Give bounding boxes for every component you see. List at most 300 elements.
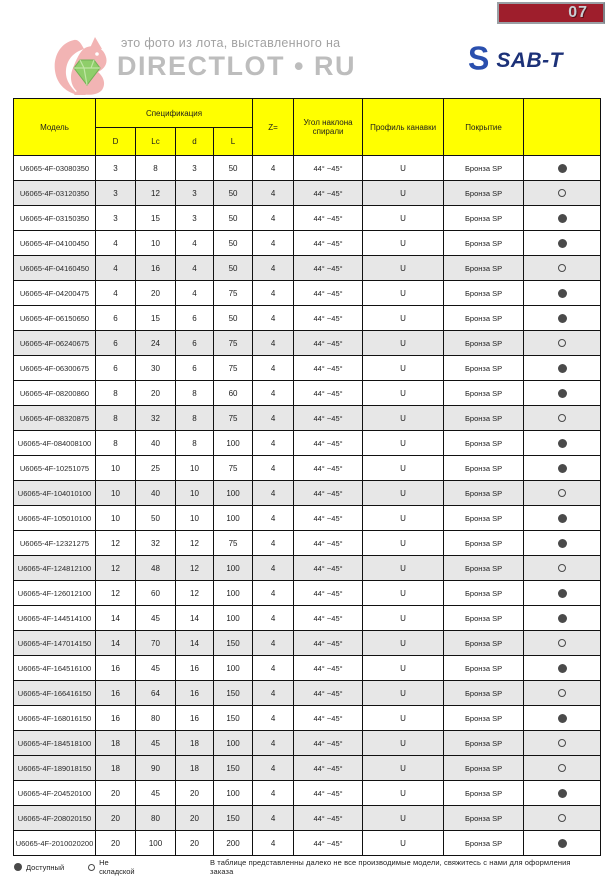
cell-model: U6065-4F-06300675 <box>14 356 96 381</box>
availability-dot-icon <box>558 614 567 623</box>
cell-d: 10 <box>96 481 136 506</box>
cell-lc: 20 <box>136 381 176 406</box>
cell-model: U6065-4F-104010100 <box>14 481 96 506</box>
cell-d-small: 16 <box>176 681 214 706</box>
cell-z: 4 <box>253 781 294 806</box>
cell-l: 100 <box>214 556 253 581</box>
cell-d-small: 20 <box>176 806 214 831</box>
cell-d-small: 14 <box>176 606 214 631</box>
cell-coating: Бронза SP <box>444 356 524 381</box>
cell-model: U6065-4F-12321275 <box>14 531 96 556</box>
table-row <box>14 406 601 431</box>
cell-model: U6065-4F-10251075 <box>14 456 96 481</box>
squirrel-logo-icon <box>50 33 114 97</box>
table-row <box>14 206 601 231</box>
cell-availability <box>524 281 601 306</box>
cell-flute-profile: U <box>363 456 444 481</box>
cell-flute-profile: U <box>363 556 444 581</box>
availability-dot-icon <box>558 314 567 323</box>
table-row <box>14 356 601 381</box>
cell-coating: Бронза SP <box>444 806 524 831</box>
cell-z: 4 <box>253 431 294 456</box>
cell-availability <box>524 406 601 431</box>
cell-d-small: 4 <box>176 281 214 306</box>
header-model: Модель <box>14 99 96 156</box>
cell-coating: Бронза SP <box>444 706 524 731</box>
header-l: L <box>214 128 253 156</box>
cell-l: 150 <box>214 681 253 706</box>
cell-d: 14 <box>96 631 136 656</box>
cell-z: 4 <box>253 456 294 481</box>
header-availability <box>524 99 601 156</box>
cell-flute-profile: U <box>363 406 444 431</box>
cell-l: 50 <box>214 181 253 206</box>
cell-d-small: 6 <box>176 356 214 381</box>
cell-l: 100 <box>214 656 253 681</box>
cell-model: U6065-4F-204520100 <box>14 781 96 806</box>
cell-model: U6065-4F-03150350 <box>14 206 96 231</box>
watermark-site-logo: DIRECTLOT • RU <box>117 51 356 81</box>
cell-flute-profile: U <box>363 806 444 831</box>
cell-flute-profile: U <box>363 656 444 681</box>
cell-z: 4 <box>253 256 294 281</box>
cell-helix-angle: 44° ~45° <box>294 631 363 656</box>
cell-coating: Бронза SP <box>444 631 524 656</box>
cell-lc: 48 <box>136 556 176 581</box>
cell-l: 100 <box>214 606 253 631</box>
table-row <box>14 481 601 506</box>
cell-d: 4 <box>96 256 136 281</box>
spec-table <box>13 98 601 856</box>
page-number-banner <box>497 2 605 24</box>
cell-availability <box>524 331 601 356</box>
cell-z: 4 <box>253 331 294 356</box>
cell-availability <box>524 781 601 806</box>
cell-helix-angle: 44° ~45° <box>294 706 363 731</box>
legend-available-label: Доступный <box>26 862 65 872</box>
cell-z: 4 <box>253 481 294 506</box>
cell-l: 75 <box>214 406 253 431</box>
cell-flute-profile: U <box>363 381 444 406</box>
cell-d-small: 10 <box>176 481 214 506</box>
cell-d-small: 12 <box>176 531 214 556</box>
cell-d: 8 <box>96 431 136 456</box>
cell-availability <box>524 231 601 256</box>
cell-coating: Бронза SP <box>444 256 524 281</box>
header-lc: Lc <box>136 128 176 156</box>
cell-helix-angle: 44° ~45° <box>294 681 363 706</box>
cell-d-small: 3 <box>176 156 214 181</box>
table-row <box>14 181 601 206</box>
table-row <box>14 156 601 181</box>
cell-flute-profile: U <box>363 606 444 631</box>
cell-helix-angle: 44° ~45° <box>294 731 363 756</box>
cell-l: 75 <box>214 356 253 381</box>
cell-l: 75 <box>214 456 253 481</box>
cell-d: 3 <box>96 181 136 206</box>
cell-l: 50 <box>214 306 253 331</box>
availability-dot-icon <box>558 439 567 448</box>
cell-model: U6065-4F-08320875 <box>14 406 96 431</box>
cell-lc: 8 <box>136 156 176 181</box>
table-row <box>14 306 601 331</box>
cell-d: 6 <box>96 356 136 381</box>
table-row <box>14 681 601 706</box>
brand-name: SAB-T <box>496 49 564 72</box>
cell-helix-angle: 44° ~45° <box>294 181 363 206</box>
cell-d-small: 6 <box>176 331 214 356</box>
table-row <box>14 531 601 556</box>
cell-helix-angle: 44° ~45° <box>294 581 363 606</box>
filled-dot-icon <box>14 863 22 871</box>
cell-z: 4 <box>253 406 294 431</box>
cell-flute-profile: U <box>363 581 444 606</box>
spec-table-container <box>13 98 601 856</box>
cell-lc: 25 <box>136 456 176 481</box>
cell-flute-profile: U <box>363 356 444 381</box>
header-flute-profile: Профиль канавки <box>363 99 444 156</box>
cell-lc: 90 <box>136 756 176 781</box>
cell-helix-angle: 44° ~45° <box>294 381 363 406</box>
cell-lc: 15 <box>136 306 176 331</box>
availability-dot-icon <box>558 789 567 798</box>
cell-flute-profile: U <box>363 731 444 756</box>
cell-availability <box>524 181 601 206</box>
cell-helix-angle: 44° ~45° <box>294 156 363 181</box>
cell-coating: Бронза SP <box>444 306 524 331</box>
availability-dot-icon <box>558 814 566 822</box>
cell-lc: 60 <box>136 581 176 606</box>
sab-t-s-icon: S <box>468 39 490 77</box>
cell-coating: Бронза SP <box>444 606 524 631</box>
cell-coating: Бронза SP <box>444 381 524 406</box>
cell-helix-angle: 44° ~45° <box>294 606 363 631</box>
cell-flute-profile: U <box>363 231 444 256</box>
cell-d: 4 <box>96 281 136 306</box>
cell-lc: 50 <box>136 506 176 531</box>
cell-l: 75 <box>214 281 253 306</box>
cell-helix-angle: 44° ~45° <box>294 781 363 806</box>
cell-availability <box>524 681 601 706</box>
cell-d-small: 20 <box>176 831 214 856</box>
cell-availability <box>524 456 601 481</box>
legend-available <box>14 863 64 872</box>
cell-d-small: 8 <box>176 431 214 456</box>
cell-lc: 12 <box>136 181 176 206</box>
cell-d: 20 <box>96 831 136 856</box>
cell-coating: Бронза SP <box>444 681 524 706</box>
header-z: Z= <box>253 99 294 156</box>
cell-z: 4 <box>253 556 294 581</box>
cell-flute-profile: U <box>363 781 444 806</box>
legend <box>14 858 594 876</box>
cell-helix-angle: 44° ~45° <box>294 306 363 331</box>
availability-dot-icon <box>558 389 567 398</box>
availability-dot-icon <box>558 164 567 173</box>
cell-flute-profile: U <box>363 531 444 556</box>
cell-d-small: 12 <box>176 556 214 581</box>
cell-z: 4 <box>253 681 294 706</box>
cell-z: 4 <box>253 656 294 681</box>
cell-d-small: 10 <box>176 506 214 531</box>
cell-l: 150 <box>214 631 253 656</box>
availability-dot-icon <box>558 739 566 747</box>
cell-d: 3 <box>96 156 136 181</box>
cell-l: 50 <box>214 231 253 256</box>
availability-dot-icon <box>558 464 567 473</box>
cell-coating: Бронза SP <box>444 331 524 356</box>
cell-lc: 16 <box>136 256 176 281</box>
cell-flute-profile: U <box>363 681 444 706</box>
cell-l: 75 <box>214 531 253 556</box>
cell-coating: Бронза SP <box>444 456 524 481</box>
cell-d-small: 12 <box>176 581 214 606</box>
cell-availability <box>524 731 601 756</box>
cell-l: 100 <box>214 431 253 456</box>
cell-lc: 15 <box>136 206 176 231</box>
cell-availability <box>524 206 601 231</box>
cell-flute-profile: U <box>363 431 444 456</box>
cell-l: 100 <box>214 731 253 756</box>
cell-lc: 45 <box>136 606 176 631</box>
cell-helix-angle: 44° ~45° <box>294 256 363 281</box>
cell-helix-angle: 44° ~45° <box>294 831 363 856</box>
cell-l: 75 <box>214 331 253 356</box>
hollow-dot-icon <box>88 864 95 871</box>
cell-l: 100 <box>214 581 253 606</box>
cell-helix-angle: 44° ~45° <box>294 356 363 381</box>
cell-coating: Бронза SP <box>444 756 524 781</box>
cell-lc: 24 <box>136 331 176 356</box>
cell-availability <box>524 581 601 606</box>
cell-d-small: 18 <box>176 731 214 756</box>
cell-z: 4 <box>253 581 294 606</box>
cell-flute-profile: U <box>363 206 444 231</box>
cell-coating: Бронза SP <box>444 731 524 756</box>
cell-availability <box>524 806 601 831</box>
cell-l: 50 <box>214 156 253 181</box>
cell-d: 20 <box>96 781 136 806</box>
cell-d: 8 <box>96 381 136 406</box>
cell-l: 200 <box>214 831 253 856</box>
availability-dot-icon <box>558 764 566 772</box>
cell-d-small: 8 <box>176 406 214 431</box>
cell-d-small: 10 <box>176 456 214 481</box>
cell-model: U6065-4F-164516100 <box>14 656 96 681</box>
cell-d: 20 <box>96 806 136 831</box>
cell-d-small: 3 <box>176 206 214 231</box>
cell-coating: Бронза SP <box>444 406 524 431</box>
cell-model: U6065-4F-144514100 <box>14 606 96 631</box>
table-row <box>14 731 601 756</box>
cell-lc: 30 <box>136 356 176 381</box>
cell-d: 3 <box>96 206 136 231</box>
cell-availability <box>524 256 601 281</box>
availability-dot-icon <box>558 414 566 422</box>
cell-l: 150 <box>214 706 253 731</box>
availability-dot-icon <box>558 839 567 848</box>
availability-dot-icon <box>558 639 566 647</box>
cell-availability <box>524 706 601 731</box>
cell-model: U6065-4F-06240675 <box>14 331 96 356</box>
cell-d: 12 <box>96 581 136 606</box>
table-row <box>14 631 601 656</box>
cell-availability <box>524 481 601 506</box>
cell-coating: Бронза SP <box>444 531 524 556</box>
cell-flute-profile: U <box>363 306 444 331</box>
cell-d-small: 16 <box>176 706 214 731</box>
cell-d: 16 <box>96 706 136 731</box>
cell-flute-profile: U <box>363 756 444 781</box>
cell-l: 100 <box>214 481 253 506</box>
cell-z: 4 <box>253 356 294 381</box>
cell-lc: 100 <box>136 831 176 856</box>
cell-lc: 70 <box>136 631 176 656</box>
table-row <box>14 581 601 606</box>
cell-model: U6065-4F-208020150 <box>14 806 96 831</box>
cell-helix-angle: 44° ~45° <box>294 406 363 431</box>
cell-l: 50 <box>214 256 253 281</box>
cell-coating: Бронза SP <box>444 831 524 856</box>
table-row <box>14 281 601 306</box>
table-row <box>14 831 601 856</box>
brand-logo <box>468 39 564 77</box>
cell-z: 4 <box>253 806 294 831</box>
cell-z: 4 <box>253 531 294 556</box>
table-row <box>14 756 601 781</box>
cell-d: 18 <box>96 731 136 756</box>
cell-d: 6 <box>96 331 136 356</box>
cell-flute-profile: U <box>363 631 444 656</box>
cell-lc: 80 <box>136 706 176 731</box>
cell-helix-angle: 44° ~45° <box>294 231 363 256</box>
cell-helix-angle: 44° ~45° <box>294 756 363 781</box>
table-row <box>14 706 601 731</box>
cell-d-small: 3 <box>176 181 214 206</box>
cell-availability <box>524 381 601 406</box>
page-number: 07 <box>568 4 588 21</box>
cell-coating: Бронза SP <box>444 181 524 206</box>
header-specification-group: Спецификация <box>96 99 253 128</box>
cell-d: 12 <box>96 556 136 581</box>
cell-availability <box>524 631 601 656</box>
cell-coating: Бронза SP <box>444 431 524 456</box>
cell-helix-angle: 44° ~45° <box>294 331 363 356</box>
cell-coating: Бронза SP <box>444 656 524 681</box>
cell-lc: 32 <box>136 406 176 431</box>
cell-model: U6065-4F-147014150 <box>14 631 96 656</box>
cell-helix-angle: 44° ~45° <box>294 456 363 481</box>
cell-helix-angle: 44° ~45° <box>294 206 363 231</box>
table-row <box>14 331 601 356</box>
cell-model: U6065-4F-03120350 <box>14 181 96 206</box>
table-row <box>14 556 601 581</box>
table-row <box>14 806 601 831</box>
cell-flute-profile: U <box>363 256 444 281</box>
cell-helix-angle: 44° ~45° <box>294 431 363 456</box>
table-row <box>14 431 601 456</box>
cell-availability <box>524 506 601 531</box>
spec-table-body <box>14 156 601 856</box>
cell-availability <box>524 606 601 631</box>
cell-availability <box>524 356 601 381</box>
cell-l: 150 <box>214 806 253 831</box>
cell-availability <box>524 156 601 181</box>
cell-z: 4 <box>253 731 294 756</box>
availability-dot-icon <box>558 489 566 497</box>
cell-helix-angle: 44° ~45° <box>294 656 363 681</box>
header-d-small: d <box>176 128 214 156</box>
availability-dot-icon <box>558 689 566 697</box>
cell-d: 12 <box>96 531 136 556</box>
cell-d: 4 <box>96 231 136 256</box>
legend-note: В таблице представленны далеко не все производимые модели, свяжитесь с нами для оформления заказа <box>210 858 571 876</box>
cell-coating: Бронза SP <box>444 556 524 581</box>
cell-lc: 64 <box>136 681 176 706</box>
cell-coating: Бронза SP <box>444 481 524 506</box>
cell-z: 4 <box>253 281 294 306</box>
cell-l: 150 <box>214 756 253 781</box>
cell-model: U6065-4F-126012100 <box>14 581 96 606</box>
cell-d-small: 6 <box>176 306 214 331</box>
cell-model: U6065-4F-124812100 <box>14 556 96 581</box>
cell-model: U6065-4F-08200860 <box>14 381 96 406</box>
availability-dot-icon <box>558 714 567 723</box>
cell-coating: Бронза SP <box>444 156 524 181</box>
cell-lc: 80 <box>136 806 176 831</box>
cell-model: U6065-4F-04160450 <box>14 256 96 281</box>
cell-model: U6065-4F-06150650 <box>14 306 96 331</box>
cell-model: U6065-4F-168016150 <box>14 706 96 731</box>
cell-d-small: 18 <box>176 756 214 781</box>
availability-dot-icon <box>558 514 567 523</box>
cell-z: 4 <box>253 756 294 781</box>
cell-d: 10 <box>96 506 136 531</box>
table-row <box>14 656 601 681</box>
cell-coating: Бронза SP <box>444 231 524 256</box>
cell-lc: 32 <box>136 531 176 556</box>
cell-coating: Бронза SP <box>444 581 524 606</box>
cell-model: U6065-4F-084008100 <box>14 431 96 456</box>
header-helix-angle: Угол наклона спирали <box>294 99 363 156</box>
availability-dot-icon <box>558 589 567 598</box>
cell-model: U6065-4F-03080350 <box>14 156 96 181</box>
cell-d: 16 <box>96 656 136 681</box>
watermark-tagline: это фото из лота, выставленного на <box>121 36 341 50</box>
availability-dot-icon <box>558 564 566 572</box>
cell-z: 4 <box>253 206 294 231</box>
table-row <box>14 606 601 631</box>
cell-model: U6065-4F-105010100 <box>14 506 96 531</box>
cell-l: 60 <box>214 381 253 406</box>
cell-z: 4 <box>253 381 294 406</box>
cell-z: 4 <box>253 181 294 206</box>
cell-lc: 20 <box>136 281 176 306</box>
cell-model: U6065-4F-189018150 <box>14 756 96 781</box>
availability-dot-icon <box>558 239 567 248</box>
header-coating: Покрытие <box>444 99 524 156</box>
cell-availability <box>524 756 601 781</box>
cell-d-small: 4 <box>176 256 214 281</box>
cell-coating: Бронза SP <box>444 506 524 531</box>
cell-l: 100 <box>214 506 253 531</box>
table-row <box>14 781 601 806</box>
cell-lc: 45 <box>136 731 176 756</box>
cell-flute-profile: U <box>363 506 444 531</box>
cell-model: U6065-4F-04100450 <box>14 231 96 256</box>
cell-availability <box>524 556 601 581</box>
cell-d-small: 20 <box>176 781 214 806</box>
